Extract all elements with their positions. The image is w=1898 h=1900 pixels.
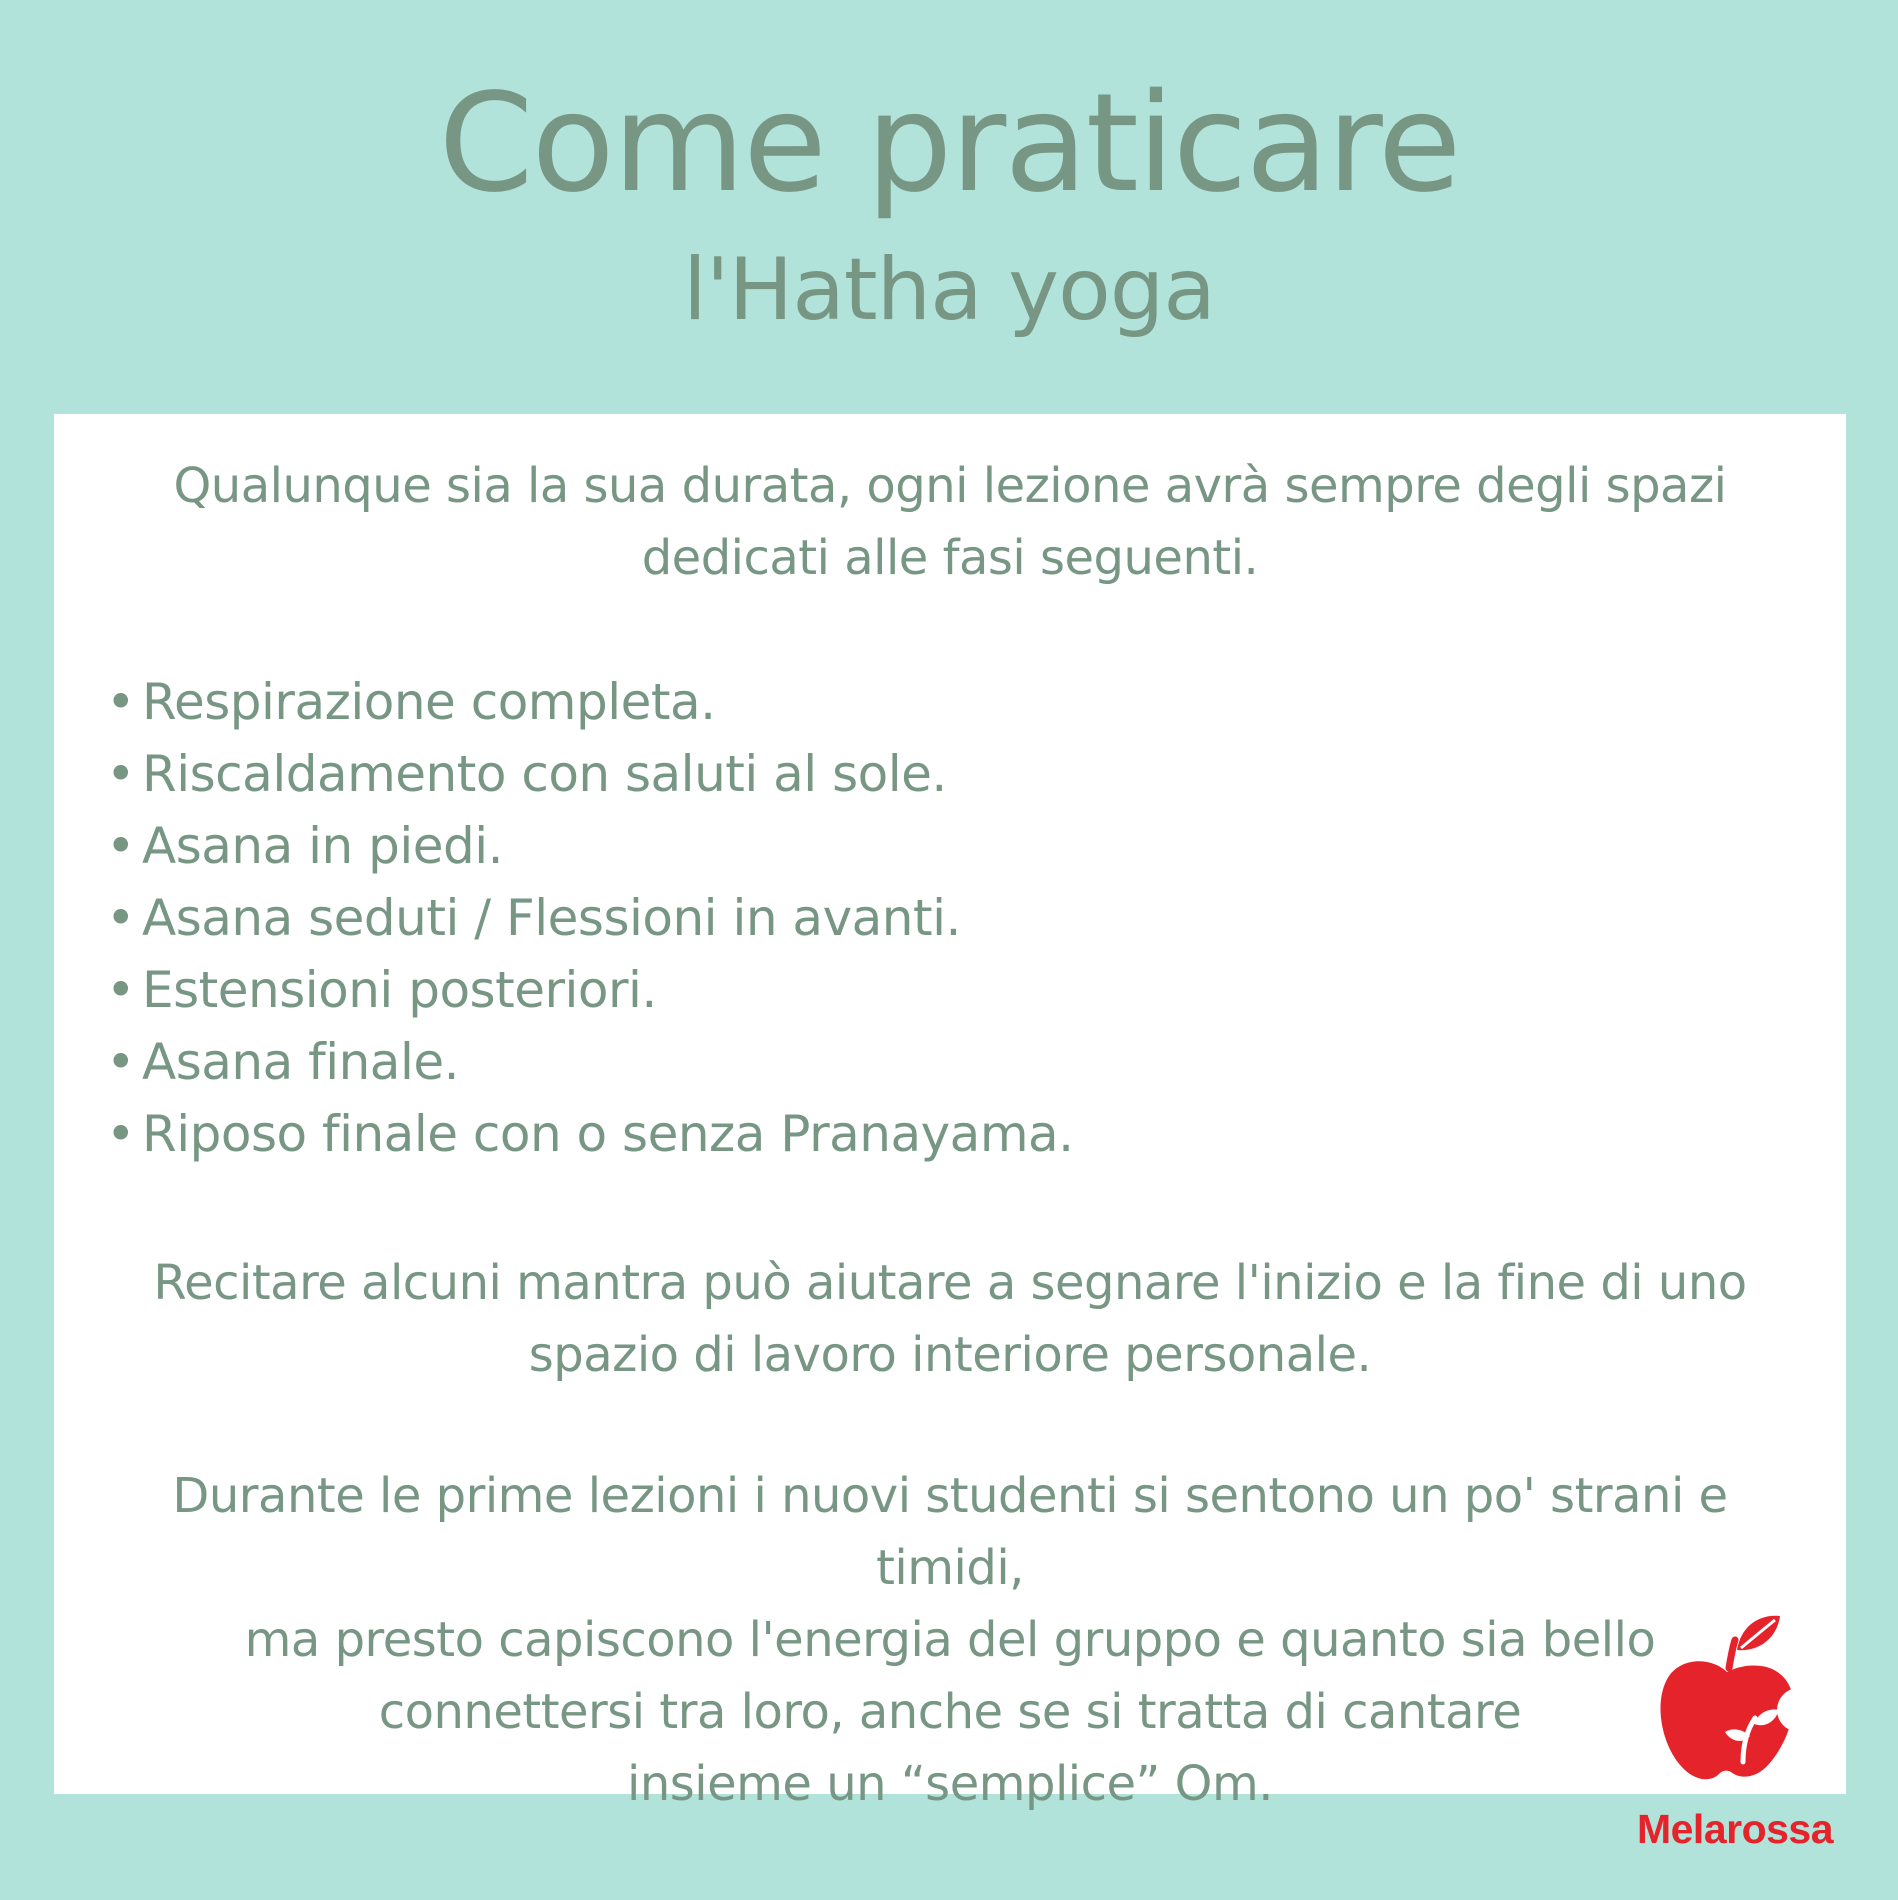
mantra-paragraph: Recitare alcuni mantra può aiutare a segnare l'inizio e la fine di uno spazio di lavoro interiore personale.: [153, 1255, 1747, 1383]
bullet-icon: •: [106, 889, 135, 947]
list-item: [106, 666, 1074, 738]
bullet-icon: •: [106, 817, 135, 875]
list-item-text: Riscaldamento con saluti al sole.: [142, 745, 947, 803]
apple-icon: [1655, 1612, 1800, 1787]
list-item: [106, 738, 1074, 810]
closing-paragraph: Durante le prime lezioni i nuovi studenti si sentono un po' strani e timidi, ma presto capiscono l'energia del gruppo e quanto sia bello connettersi tra loro, anche se si tratta di cantare insieme un “semplice” Om.: [172, 1468, 1728, 1812]
list-item-text: Asana in piedi.: [142, 817, 504, 875]
brand-logo-text: Melarossa: [1636, 1806, 1834, 1852]
list-item-text: Asana finale.: [142, 1033, 459, 1091]
list-item-text: Estensioni posteriori.: [142, 961, 657, 1019]
bullet-icon: •: [106, 673, 135, 731]
content-card: [54, 414, 1846, 1812]
list-item: [106, 810, 1074, 882]
phase-list: [106, 666, 1074, 1170]
bullet-icon: •: [106, 1105, 135, 1163]
list-item-text: Asana seduti / Flessioni in avanti.: [142, 889, 961, 947]
list-item: [106, 1098, 1074, 1170]
list-item: [106, 954, 1074, 1026]
bullet-icon: •: [106, 745, 135, 803]
bullet-icon: •: [106, 961, 135, 1019]
list-item: [106, 882, 1074, 954]
page-title: Come praticare: [438, 65, 1460, 223]
intro-paragraph: Qualunque sia la sua durata, ogni lezione avrà sempre degli spazi dedicati alle fasi seguenti.: [173, 458, 1727, 586]
list-item-text: Respirazione completa.: [142, 673, 716, 731]
list-item-text: Riposo finale con o senza Pranayama.: [142, 1105, 1074, 1163]
list-item: [106, 1026, 1074, 1098]
page-subtitle: l'Hatha yoga: [683, 240, 1215, 340]
bullet-icon: •: [106, 1033, 135, 1091]
